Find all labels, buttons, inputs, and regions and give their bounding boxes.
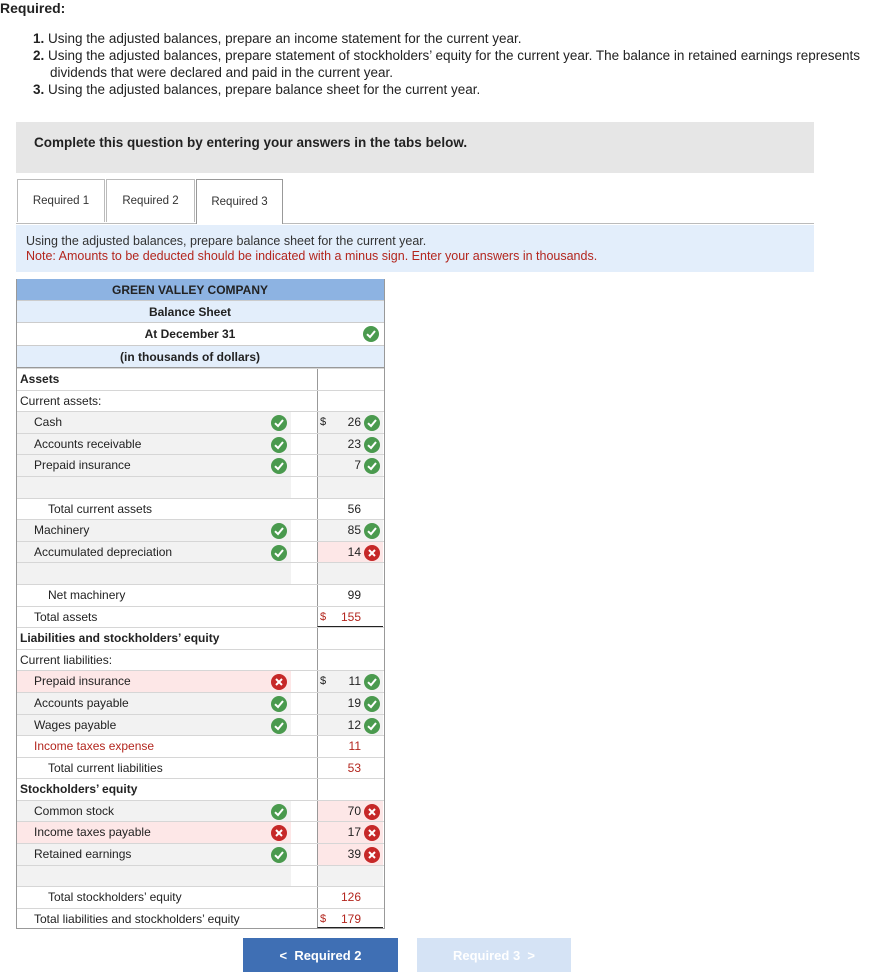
error-icon xyxy=(271,825,287,841)
spacer xyxy=(291,628,317,649)
row-label-text: Current assets: xyxy=(20,393,102,408)
row-label-text: Stockholders’ equity xyxy=(20,782,138,797)
spacer xyxy=(291,801,317,822)
spacer xyxy=(291,369,317,390)
sheet-row xyxy=(17,865,384,887)
check-icon xyxy=(364,718,380,734)
row-label-text: Wages payable xyxy=(34,717,117,732)
sheet-row xyxy=(17,606,384,628)
check-icon xyxy=(271,718,287,734)
amount-text: 70 xyxy=(347,803,361,818)
check-icon xyxy=(271,437,287,453)
account-select[interactable] xyxy=(17,693,291,714)
error-icon xyxy=(364,847,380,863)
account-select[interactable] xyxy=(17,671,291,692)
amount-value xyxy=(317,391,383,412)
amount-value xyxy=(317,650,383,671)
check-icon xyxy=(364,458,380,474)
row-label xyxy=(17,909,291,929)
amount-value xyxy=(317,758,383,779)
sheet-row xyxy=(17,627,384,649)
company-name-header: GREEN VALLEY COMPANY xyxy=(17,279,384,301)
amount-text: 14 xyxy=(347,544,361,559)
spacer xyxy=(291,412,317,433)
check-icon xyxy=(271,696,287,712)
statement-date: At December 31 xyxy=(17,323,384,346)
sheet-row xyxy=(17,390,384,412)
amount-value xyxy=(317,887,383,908)
spacer xyxy=(291,887,317,908)
prompt-text: Using the adjusted balances, prepare balance sheet for the current year. xyxy=(26,234,427,248)
spacer xyxy=(291,909,317,929)
requirement-item: 3. Using the adjusted balances, prepare balance sheet for the current year. xyxy=(33,82,481,97)
row-label xyxy=(17,736,291,757)
amount-text: 126 xyxy=(340,890,361,905)
sheet-row xyxy=(17,498,384,520)
dollar-sign: $ xyxy=(320,610,327,623)
amount-text: 26 xyxy=(347,415,361,430)
sheet-row xyxy=(17,735,384,757)
check-icon xyxy=(363,326,379,342)
row-label xyxy=(17,369,291,390)
sheet-row xyxy=(17,670,384,692)
row-label xyxy=(17,391,291,412)
amount-text: 11 xyxy=(348,674,361,689)
row-label-text: Accounts payable xyxy=(34,695,129,710)
tab-bar xyxy=(16,179,814,224)
spacer xyxy=(291,715,317,736)
check-icon xyxy=(271,415,287,431)
row-label-text: Total assets xyxy=(34,609,98,624)
check-icon xyxy=(364,437,380,453)
row-label xyxy=(17,758,291,779)
sheet-row xyxy=(17,843,384,865)
sheet-row xyxy=(17,476,384,498)
amount-input[interactable] xyxy=(317,477,383,498)
sheet-row xyxy=(17,433,384,455)
row-label-text: Liabilities and stockholders’ equity xyxy=(20,631,220,646)
amount-text: 53 xyxy=(347,760,361,775)
check-icon xyxy=(271,458,287,474)
row-label-text: Retained earnings xyxy=(34,847,132,862)
page-title: Required: xyxy=(0,0,66,16)
check-icon xyxy=(364,696,380,712)
amount-value xyxy=(317,628,383,649)
row-label-text: Income taxes expense xyxy=(34,739,155,754)
account-select[interactable] xyxy=(17,866,291,887)
spacer xyxy=(291,455,317,476)
amount-input[interactable] xyxy=(317,434,383,455)
sheet-row xyxy=(17,411,384,433)
sheet-row xyxy=(17,714,384,736)
spacer xyxy=(291,650,317,671)
account-select[interactable] xyxy=(17,844,291,865)
spacer xyxy=(291,477,317,498)
prompt-note: Note: Amounts to be deducted should be indicated with a minus sign. Enter your answers in thousands. xyxy=(26,249,598,263)
instruction-text: Complete this question by entering your answers in the tabs below. xyxy=(34,135,468,150)
dollar-sign: $ xyxy=(320,912,327,925)
error-icon xyxy=(271,674,287,690)
sheet-row xyxy=(17,886,384,908)
row-label-text: Machinery xyxy=(34,523,90,538)
check-icon xyxy=(364,523,380,539)
spacer xyxy=(291,822,317,843)
instruction-banner xyxy=(16,122,814,173)
spacer xyxy=(291,693,317,714)
row-label xyxy=(17,585,291,606)
requirement-item: 2. Using the adjusted balances, prepare statement of stockholders’ equity for the current year. The balance in retained earnings represents dividends that were declared and paid in the current year. xyxy=(33,48,861,80)
sheet-row xyxy=(17,821,384,843)
amount-value xyxy=(317,607,383,628)
account-select[interactable] xyxy=(17,715,291,736)
row-label-text: Common stock xyxy=(34,803,115,818)
row-label xyxy=(17,650,291,671)
sheet-row xyxy=(17,800,384,822)
requirements-list xyxy=(33,30,873,98)
spacer xyxy=(291,607,317,628)
row-label-text: Total current liabilities xyxy=(48,760,163,775)
error-icon xyxy=(364,545,380,561)
check-icon xyxy=(364,415,380,431)
dollar-sign: $ xyxy=(320,416,327,429)
amount-input[interactable] xyxy=(317,412,383,433)
account-select[interactable] xyxy=(17,542,291,563)
account-select[interactable] xyxy=(17,822,291,843)
amount-text: 12 xyxy=(347,717,361,732)
sheet-row xyxy=(17,454,384,476)
spacer xyxy=(291,391,317,412)
amount-input[interactable] xyxy=(317,822,383,843)
amount-input[interactable] xyxy=(317,520,383,541)
tab-required-1[interactable]: Required 1 xyxy=(17,179,105,222)
check-icon xyxy=(271,523,287,539)
sheet-row xyxy=(17,692,384,714)
tab-required-2[interactable]: Required 2 xyxy=(106,179,195,222)
row-label-text: Prepaid insurance xyxy=(34,674,131,689)
amount-value xyxy=(317,779,383,800)
amount-input[interactable] xyxy=(317,671,383,692)
requirement-item: 1. Using the adjusted balances, prepare an income statement for the current year. xyxy=(33,31,522,46)
amount-text: 23 xyxy=(347,436,361,451)
spacer xyxy=(291,844,317,865)
check-icon xyxy=(271,804,287,820)
spacer xyxy=(291,866,317,887)
sheet-row xyxy=(17,778,384,800)
account-select[interactable] xyxy=(17,563,291,584)
amount-text: 56 xyxy=(347,501,361,516)
question-prompt xyxy=(16,225,814,272)
amount-input[interactable] xyxy=(317,693,383,714)
row-label xyxy=(17,607,291,628)
account-select[interactable] xyxy=(17,520,291,541)
account-select[interactable] xyxy=(17,412,291,433)
units-header: (in thousands of dollars) xyxy=(17,346,384,368)
check-icon xyxy=(271,847,287,863)
spacer xyxy=(291,758,317,779)
amount-input[interactable] xyxy=(317,542,383,563)
spacer xyxy=(291,585,317,606)
amount-text: 7 xyxy=(354,458,361,473)
balance-sheet xyxy=(16,279,385,929)
sheet-row xyxy=(17,368,384,390)
row-label-text: Prepaid insurance xyxy=(34,458,131,473)
amount-text: 99 xyxy=(347,587,361,602)
amount-input[interactable] xyxy=(317,844,383,865)
row-label xyxy=(17,779,291,800)
amount-input[interactable] xyxy=(317,801,383,822)
amount-text: 39 xyxy=(347,847,361,862)
spacer xyxy=(291,520,317,541)
prev-required-2-button[interactable]: < Required 2 xyxy=(243,938,398,972)
error-icon xyxy=(364,825,380,841)
spacer xyxy=(291,563,317,584)
row-label-text: Cash xyxy=(34,415,63,430)
amount-input[interactable] xyxy=(317,866,383,887)
account-select[interactable] xyxy=(17,455,291,476)
sheet-row xyxy=(17,584,384,606)
amount-value xyxy=(317,369,383,390)
row-label xyxy=(17,628,291,649)
sheet-row xyxy=(17,649,384,671)
account-select[interactable] xyxy=(17,477,291,498)
check-icon xyxy=(364,674,380,690)
amount-value xyxy=(317,736,383,757)
amount-text: 85 xyxy=(347,523,361,538)
account-select[interactable] xyxy=(17,801,291,822)
row-label-text: Assets xyxy=(20,372,60,386)
tab-required-3[interactable]: Required 3 xyxy=(196,179,283,224)
amount-value xyxy=(317,499,383,520)
spacer xyxy=(291,779,317,800)
spacer xyxy=(291,542,317,563)
sheet-row xyxy=(17,519,384,541)
row-label xyxy=(17,499,291,520)
dollar-sign: $ xyxy=(320,675,327,688)
sheet-row xyxy=(17,908,384,930)
row-label-text: Net machinery xyxy=(48,587,126,602)
row-label-text: Accounts receivable xyxy=(34,436,142,451)
row-label-text: Total liabilities and stockholders’ equity xyxy=(34,911,240,926)
amount-input[interactable] xyxy=(317,715,383,736)
amount-text: 11 xyxy=(348,739,361,754)
spacer xyxy=(291,736,317,757)
sheet-row xyxy=(17,757,384,779)
sheet-row xyxy=(17,541,384,563)
sheet-row xyxy=(17,562,384,584)
row-label-text: Accumulated depreciation xyxy=(34,544,173,559)
amount-text: 179 xyxy=(340,911,361,926)
amount-value xyxy=(317,585,383,606)
row-label-text: Income taxes payable xyxy=(34,825,151,840)
amount-text: 17 xyxy=(347,825,361,840)
spacer xyxy=(291,434,317,455)
row-label-text: Total stockholders’ equity xyxy=(48,890,182,905)
amount-input[interactable] xyxy=(317,563,383,584)
row-label xyxy=(17,887,291,908)
next-required-3-button[interactable]: Required 3 > xyxy=(417,938,571,972)
statement-title: Balance Sheet xyxy=(17,301,384,323)
check-icon xyxy=(271,545,287,561)
spacer xyxy=(291,499,317,520)
row-label-text: Current liabilities: xyxy=(20,652,113,667)
amount-text: 19 xyxy=(347,695,361,710)
error-icon xyxy=(364,804,380,820)
amount-text: 155 xyxy=(340,609,361,624)
row-label-text: Total current assets xyxy=(48,501,153,516)
amount-value xyxy=(317,909,383,929)
spacer xyxy=(291,671,317,692)
amount-input[interactable] xyxy=(317,455,383,476)
account-select[interactable] xyxy=(17,434,291,455)
